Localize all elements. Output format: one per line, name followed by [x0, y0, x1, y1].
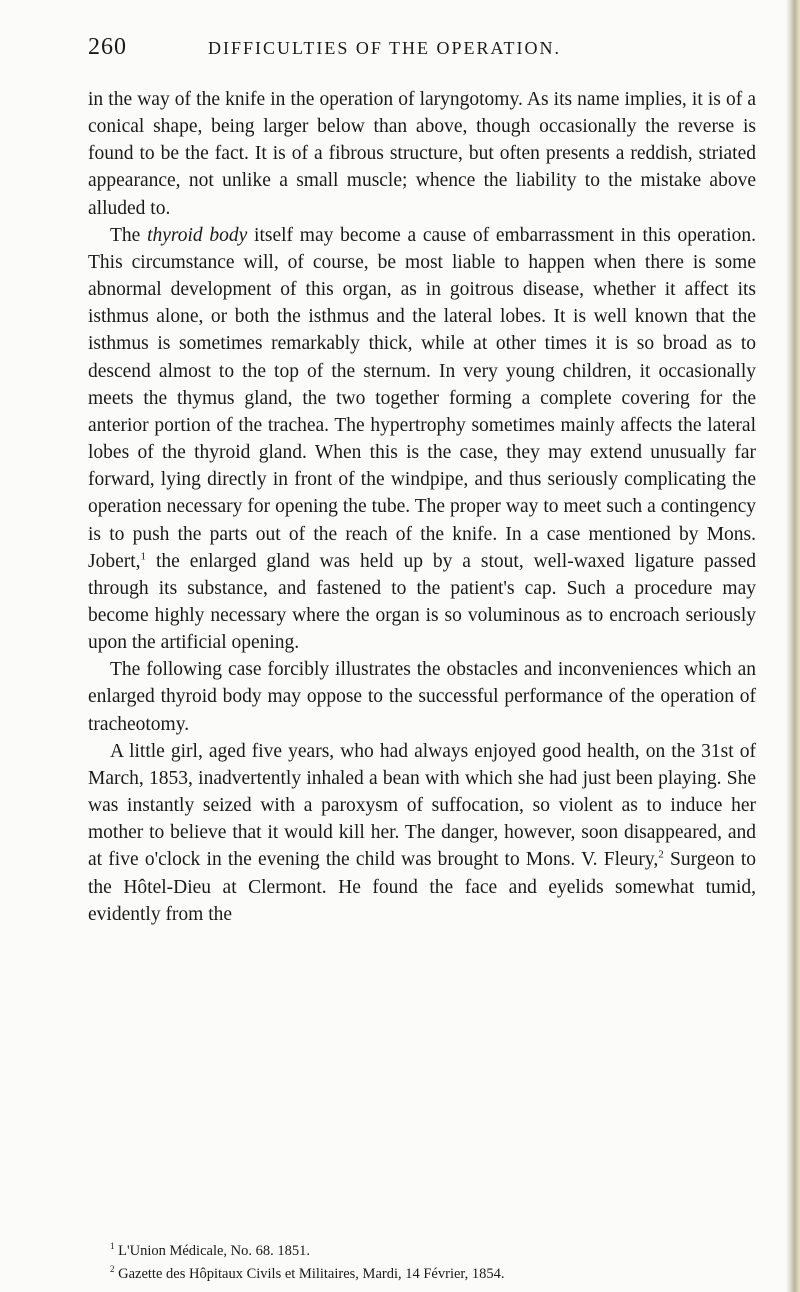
paragraph-1: in the way of the knife in the operation of laryngotomy. As its name implies, it is of a conical shape, being larger below than above, though occasionally the reverse is found to be the fact. It is of a fibrous structure, but often presents a reddish, striated appearance, not unlike a small muscle; whence the liability to the mistake above alluded to.: [88, 89, 756, 219]
paragraph-2-end: the enlarged gland was held up by a stout, well-waxed ligature passed through its substance, and fastened to the patient's cap. Such a procedure may become highly necessary where the organ is so voluminous as to encroach seriously upon the artificial opening.: [88, 550, 756, 654]
footnote-2: [110, 1260, 756, 1283]
page-number: 260: [88, 34, 127, 60]
footnote-ref-2: 2: [658, 848, 664, 861]
paragraph-4-end: Surgeon to the Hôtel-Dieu at Clermont. He found the face and eyelids somewhat tumid, evidently from the: [88, 849, 757, 925]
paragraph-2-start: The: [110, 224, 148, 246]
footnote-ref-1: 1: [140, 550, 147, 563]
paragraph-4-start: A little girl, aged five years, who had always enjoyed good health, on the 31st of March, 1853, inadvertently inhaled a bean with which she had just been playing. She was instantly seized with a paroxysm of suffocation, so violent as to induce her mother to believe that it would kill her. The danger, however, soon disappeared, and at five o'clock in the evening the child was brought to Mons. V. Fleury,: [88, 740, 756, 871]
footnote-1: [110, 1237, 756, 1260]
paragraph-4: [88, 738, 756, 928]
thyroid-body-italic: thyroid body: [147, 224, 248, 246]
footnotes: [110, 1237, 756, 1283]
page-header: [88, 34, 780, 64]
footnote-mark: 1: [110, 1241, 115, 1251]
page-edge-shadow: [786, 0, 800, 1292]
running-head: DIFFICULTIES OF THE OPERATION.: [208, 38, 562, 58]
paragraph-3: The following case forcibly illustrates the obstacles and inconveniences which an enlarged thyroid body may oppose to the successful performance of the operation of tracheotomy.: [88, 659, 756, 735]
footnote-mark: 2: [110, 1263, 115, 1274]
paragraph-2: [88, 222, 756, 657]
footnote-text: L'Union Médicale, No. 68. 1851.: [114, 1242, 311, 1259]
paragraph-2-middle: itself may become a cause of embarrassment in this operation. This circumstance will, of course, be most liable to happen when there is some abnormal development of this organ, as in goitrous disease, whether it affect its isthmus alone, or both the isthmus and the lateral lobes. It is well known that the isthmus is sometimes remarkably thick, while at other times it is so broad as to descend almost to the top of the sternum. In very young children, it occasionally meets the thymus gland, the two together forming a complete covering for the anterior portion of the trachea. The hypertrophy sometimes mainly affects the lateral lobes of the thyroid gland. When this is the case, they may extend unusually far forward, lying directly in front of the windpipe, and thus seriously complicating the operation necessary for opening the tube. The proper way to meet such a contingency is to push the parts out of the reach of the knife. In a case mentioned by Mons. Jobert,: [88, 224, 756, 572]
footnote-text: Gazette des Hôpitaux Civils et Militaires, Mardi, 14 Février, 1854.: [114, 1265, 505, 1282]
body-text: [88, 86, 756, 928]
